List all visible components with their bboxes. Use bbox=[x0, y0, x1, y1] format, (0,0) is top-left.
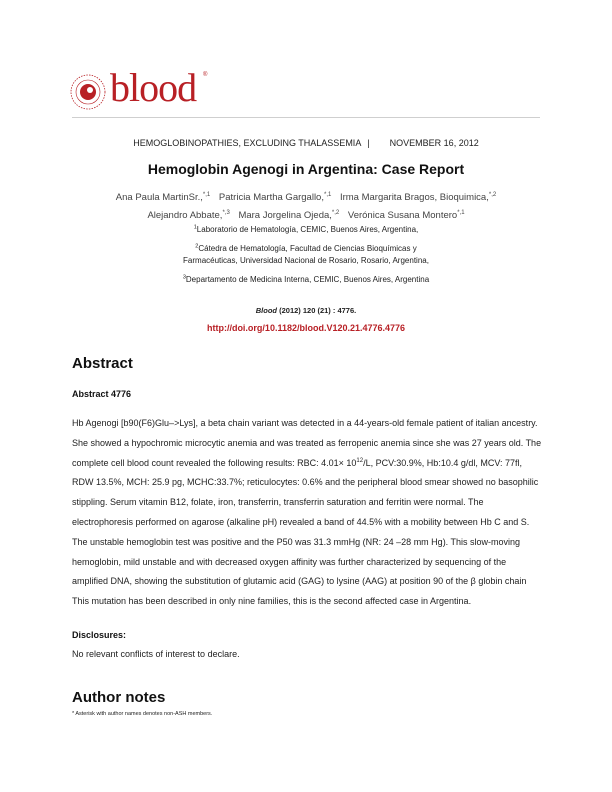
abstract-body: Hb Agenogi [b90(F6)Glu–>Lys], a beta chain variant was detected in a 44-years-old female patient of italian ancestry. She showed a hypochromic microcytic anemia and was treated as ferropenic anemia since she was 27 years old. The complete cell blood count revealed the following results: RBC: $4.01\times 10^{12}/L$, PCV:30.9%, Hb:10.4 g/dl, MCV: 77fl, RDW 13.5%, MCH: 25.9 pg, MCHC:33.7%; reticulocytes: 0.6% and the peripheral blood smear showed no basophilic stippling. Serum vitamin B12, folate, iron, transferrin, transferrin saturation and ferritin were normal. The electrophoresis performed on agarose (alkaline pH) revealed a band of 44.5% with a mobility between Hb C and S. The unstable hemoglobin test was positive and the P50 was 31.3 mmHg (NR: 24 –28 mm Hg). This slow-moving hemoglobin, mild unstable and with decreased oxygen affinity was further characterized by sequencing of the amplified DNA, showing the substitution of glutamic acid (GAG) to lysine (AAG) at position 90 of the β globin chain This mutation has been described in only nine families, this is the second affected case in Argentina. bbox=[72, 418, 542, 607]
affiliation-list bbox=[72, 224, 540, 293]
doi-link[interactable]: http://doi.org/10.1182/blood.V120.21.4776.4776 bbox=[206, 323, 406, 333]
citation bbox=[72, 306, 540, 315]
author[interactable]: Irma Margarita Bragos, Bioquimica,$^{*,2}$ bbox=[339, 191, 497, 203]
article-header-line bbox=[72, 138, 540, 148]
disclosures-heading: Disclosures: bbox=[72, 630, 127, 640]
journal-logo bbox=[68, 65, 228, 114]
article-title: Hemoglobin Agenogi in Argentina: Case Report bbox=[147, 161, 465, 177]
affiliation: $^1$Laboratorio de Hematología, CEMIC, Buenos Aires, Argentina, bbox=[193, 224, 419, 234]
author-notes-heading: Author notes bbox=[72, 689, 166, 706]
registered-mark: ® bbox=[203, 72, 208, 78]
header-separator: | bbox=[367, 138, 370, 148]
author-list bbox=[72, 189, 540, 225]
author-notes-text: * Asterisk with author names denotes non-ASH members. bbox=[72, 711, 213, 717]
disclosures-text: No relevant conflicts of interest to declare. bbox=[72, 649, 240, 659]
citation-details: (2012) 120 (21) : 4776. bbox=[277, 306, 357, 315]
author[interactable]: Verónica Susana Montero$^{*,1}$ bbox=[347, 209, 465, 221]
article-date: NOVEMBER 16, 2012 bbox=[389, 138, 479, 148]
author[interactable]: Patricia Martha Gargallo,$^{*,1}$ bbox=[218, 191, 332, 203]
journal-name: Blood bbox=[255, 306, 278, 315]
header-divider bbox=[72, 117, 540, 118]
affiliation: $^3$Departamento de Medicina Interna, CEMIC, Buenos Aires, Argentina bbox=[182, 274, 430, 284]
affiliation: $^2$Cátedra de Hematología, Facultad de Ciencias Bioquímicas y Farmacéuticas, Universidad Nacional de Rosario, Rosario, Argentina, bbox=[183, 243, 429, 265]
abstract-number: Abstract 4776 bbox=[72, 389, 132, 399]
ash-seal-icon bbox=[68, 72, 108, 112]
author[interactable]: Mara Jorgelina Ojeda,$^{*,2}$ bbox=[238, 209, 340, 221]
article-category: HEMOGLOBINOPATHIES, EXCLUDING THALASSEMIA bbox=[133, 138, 362, 148]
blood-wordmark: blood bbox=[110, 65, 197, 110]
abstract-heading: Abstract bbox=[72, 355, 133, 372]
author[interactable]: Ana Paula MartinSr.,$^{*,1}$ bbox=[115, 191, 211, 203]
author[interactable]: Alejandro Abbate,$^{*,3}$ bbox=[147, 209, 230, 221]
